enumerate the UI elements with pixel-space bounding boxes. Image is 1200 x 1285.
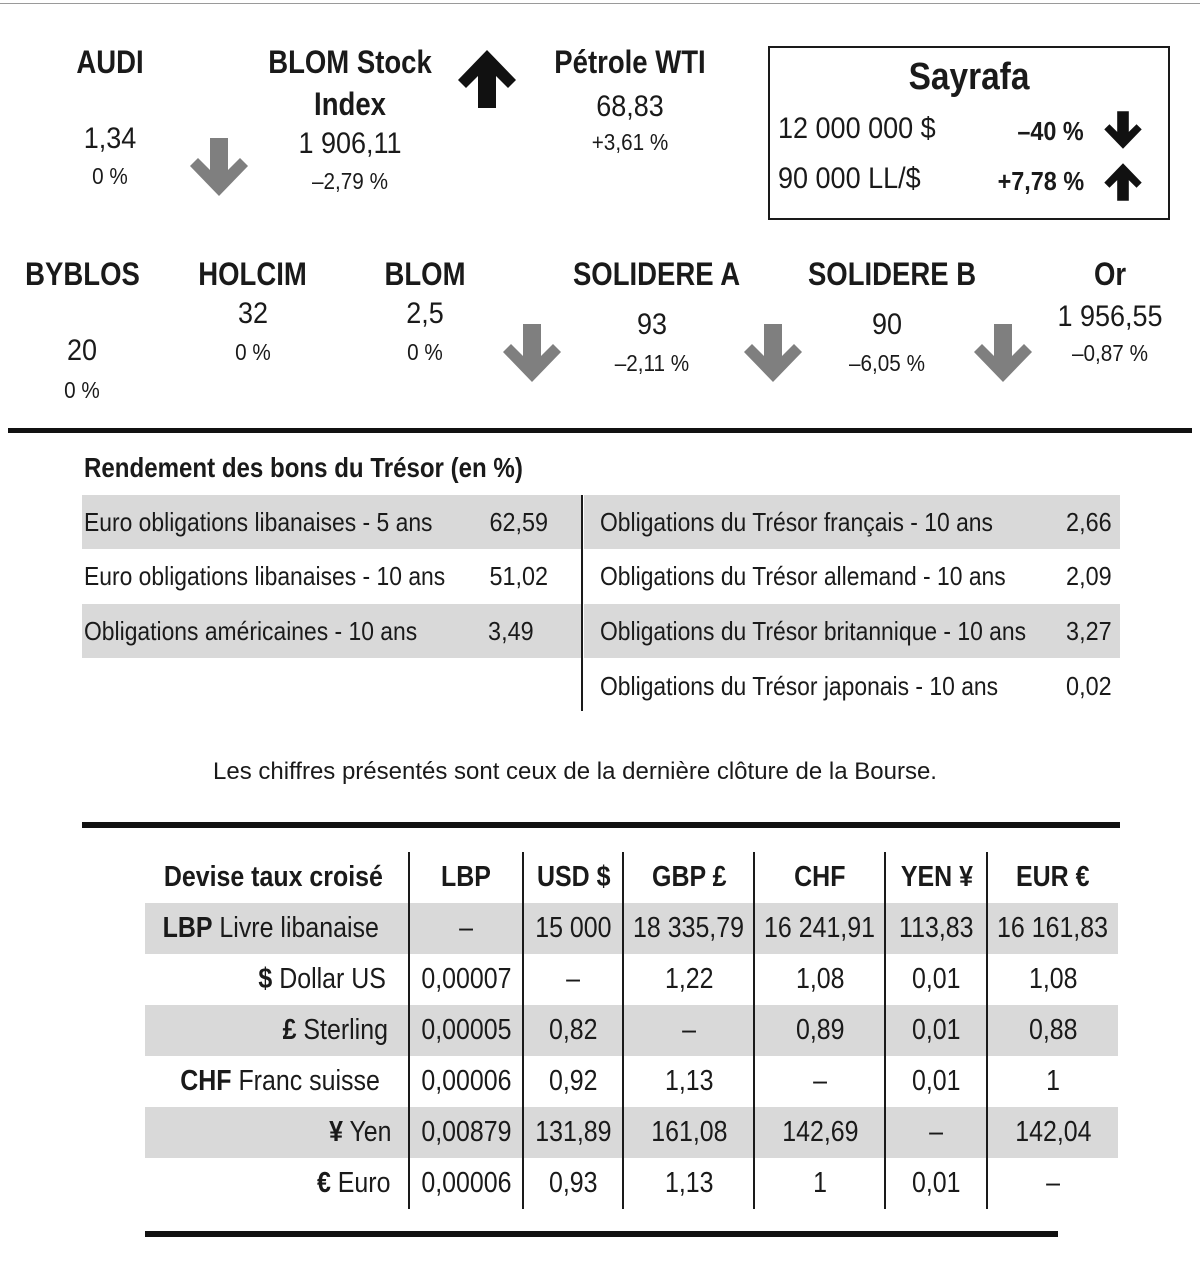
fx-cell: – xyxy=(987,1158,1117,1209)
bond-row xyxy=(82,495,582,549)
fx-row-label: $ Dollar US xyxy=(258,963,387,995)
bond-label: Euro obligations libanaises - 5 ans xyxy=(84,507,433,537)
fx-cell: 1,08 xyxy=(754,954,885,1005)
fx-cell: – xyxy=(754,1056,885,1107)
audi-name: AUDI xyxy=(76,44,144,80)
fx-cell: 1,13 xyxy=(623,1158,754,1209)
petrole-name: Pétrole WTI xyxy=(554,44,706,80)
bond-row xyxy=(584,549,1120,603)
fx-cell: 0,01 xyxy=(885,1158,987,1209)
fx-row xyxy=(145,1107,1118,1158)
bond-row xyxy=(584,495,1120,549)
fx-cell: 16 241,91 xyxy=(754,903,885,954)
or-name: Or xyxy=(1093,256,1127,292)
bond-row xyxy=(584,604,1120,658)
holcim-value: 32 xyxy=(237,297,269,330)
sayrafa-volume: 12 000 000 $ xyxy=(778,112,936,145)
bond-label: Obligations du Trésor allemand - 10 ans xyxy=(600,561,1006,591)
fx-row xyxy=(145,1005,1118,1056)
solidere-a-value: 93 xyxy=(636,308,668,341)
or-value: 1 956,55 xyxy=(1057,300,1163,333)
fx-cell: 16 161,83 xyxy=(987,903,1117,954)
fx-cell: 1,13 xyxy=(623,1056,754,1107)
solidere-b-change: –6,05 % xyxy=(849,350,925,376)
arrow-up-icon xyxy=(1102,162,1144,202)
fx-row-label: ¥ Yen xyxy=(145,1107,409,1158)
bonds-separator xyxy=(581,495,583,711)
fx-cell: 0,00006 xyxy=(409,1056,523,1107)
bond-label: Obligations du Trésor français - 10 ans xyxy=(600,507,993,537)
fx-cell: 0,88 xyxy=(987,1005,1117,1056)
petrole-change: +3,61 % xyxy=(591,129,669,155)
blom-index-change: –2,79 % xyxy=(312,168,388,194)
fx-row-label: LBP Livre libanaise xyxy=(145,903,409,954)
solidere-a-name: SOLIDERE A xyxy=(572,256,741,292)
closing-note: Les chiffres présentés sont ceux de la dernière clôture de la Bourse. xyxy=(213,758,937,785)
bond-label: Euro obligations libanaises - 10 ans xyxy=(84,561,446,591)
fx-row xyxy=(145,954,1118,1005)
fx-cell: – xyxy=(885,1107,987,1158)
fx-cell: 1 xyxy=(987,1056,1117,1107)
fx-header: YEN ¥ xyxy=(885,852,987,903)
bond-value: 3,27 xyxy=(1066,616,1112,646)
sayrafa-rate-change: +7,78 % xyxy=(997,166,1084,196)
section-divider xyxy=(8,428,1192,433)
fx-cell: 0,00006 xyxy=(409,1158,523,1209)
holcim-change: 0 % xyxy=(235,339,271,365)
fx-cell: 0,00007 xyxy=(409,954,523,1005)
bond-value: 2,09 xyxy=(1066,561,1112,591)
petrole-value: 68,83 xyxy=(596,90,664,123)
fx-cell: 0,00005 xyxy=(409,1005,523,1056)
table-bottom-rule xyxy=(145,1231,1058,1237)
fx-cell: 0,82 xyxy=(523,1005,623,1056)
fx-cell: 0,93 xyxy=(523,1158,623,1209)
solidere-b-name: SOLIDERE B xyxy=(807,256,977,292)
fx-cell: 1,08 xyxy=(987,954,1117,1005)
holcim-name: HOLCIM xyxy=(198,256,307,292)
solidere-b-value: 90 xyxy=(871,308,903,341)
sayrafa-title: Sayrafa xyxy=(908,56,1030,98)
fx-row xyxy=(145,1056,1118,1107)
sayrafa-rate: 90 000 LL/$ xyxy=(778,162,921,195)
fx-cell: 1 xyxy=(754,1158,885,1209)
table-top-rule xyxy=(82,822,1120,828)
fx-cell: 15 000 xyxy=(523,903,623,954)
fx-header: LBP xyxy=(409,852,523,903)
fx-header: USD $ xyxy=(523,852,623,903)
arrow-down-icon xyxy=(1102,110,1144,150)
bond-value: 0,02 xyxy=(1066,671,1112,701)
bond-label: Obligations du Trésor japonais - 10 ans xyxy=(600,671,999,701)
bond-value: 51,02 xyxy=(489,561,548,591)
blom-index-value: 1 906,11 xyxy=(298,127,402,160)
arrow-up-icon xyxy=(458,48,516,110)
fx-header: EUR € xyxy=(987,852,1117,903)
bonds-title: Rendement des bons du Trésor (en %) xyxy=(84,452,523,483)
bond-row xyxy=(82,549,582,603)
fx-cell: – xyxy=(523,954,623,1005)
solidere-a-change: –2,11 % xyxy=(614,350,690,376)
fx-header: CHF xyxy=(754,852,885,903)
bond-value: 2,66 xyxy=(1066,507,1112,537)
fx-cell: 161,08 xyxy=(623,1107,754,1158)
blom-value: 2,5 xyxy=(406,297,444,330)
fx-cell: 131,89 xyxy=(523,1107,623,1158)
fx-cell: 1,22 xyxy=(623,954,754,1005)
bond-label: Obligations américaines - 10 ans xyxy=(84,616,418,646)
fx-header: Devise taux croisé xyxy=(163,861,383,893)
fx-row-label: CHF Franc suisse xyxy=(180,1065,381,1097)
bond-row xyxy=(584,659,1120,713)
bond-label: Obligations du Trésor britannique - 10 ans xyxy=(600,616,1027,646)
fx-cell: 142,69 xyxy=(754,1107,885,1158)
bond-row xyxy=(82,604,582,658)
byblos-value: 20 xyxy=(66,334,98,367)
arrow-down-icon xyxy=(744,322,802,384)
blom-index-name-2: Index xyxy=(314,86,386,122)
sayrafa-volume-change: –40 % xyxy=(1017,116,1084,146)
arrow-down-icon xyxy=(190,136,248,198)
byblos-change: 0 % xyxy=(64,377,100,403)
blom-change: 0 % xyxy=(407,339,443,365)
fx-cell: 18 335,79 xyxy=(623,903,754,954)
or-change: –0,87 % xyxy=(1072,340,1148,366)
fx-cell: 0,92 xyxy=(523,1056,623,1107)
arrow-down-icon xyxy=(974,322,1032,384)
audi-change: 0 % xyxy=(92,163,128,189)
fx-cell: – xyxy=(623,1005,754,1056)
fx-cell: 0,01 xyxy=(885,1005,987,1056)
blom-name: BLOM xyxy=(384,256,466,292)
fx-cell: – xyxy=(409,903,523,954)
bond-value: 3,49 xyxy=(488,616,534,646)
fx-cell: 0,89 xyxy=(754,1005,885,1056)
fx-cell: 142,04 xyxy=(987,1107,1117,1158)
fx-cell: 0,01 xyxy=(885,1056,987,1107)
fx-row xyxy=(145,903,1118,954)
fx-header-row xyxy=(145,852,1118,903)
fx-row xyxy=(145,1158,1118,1209)
fx-row-label: £ Sterling xyxy=(145,1005,409,1056)
arrow-down-icon xyxy=(503,322,561,384)
blom-index-name-1: BLOM Stock xyxy=(268,44,432,80)
byblos-name: BYBLOS xyxy=(25,256,140,292)
fx-cell: 113,83 xyxy=(885,903,987,954)
fx-row-label: € Euro xyxy=(316,1167,391,1199)
top-rule xyxy=(0,3,1200,4)
fx-cell: 0,01 xyxy=(885,954,987,1005)
fx-table xyxy=(145,852,1118,1209)
audi-value: 1,34 xyxy=(83,122,137,155)
bond-value: 62,59 xyxy=(489,507,548,537)
fx-cell: 0,00879 xyxy=(409,1107,523,1158)
sayrafa-box xyxy=(768,46,1170,220)
fx-header: GBP £ xyxy=(623,852,754,903)
